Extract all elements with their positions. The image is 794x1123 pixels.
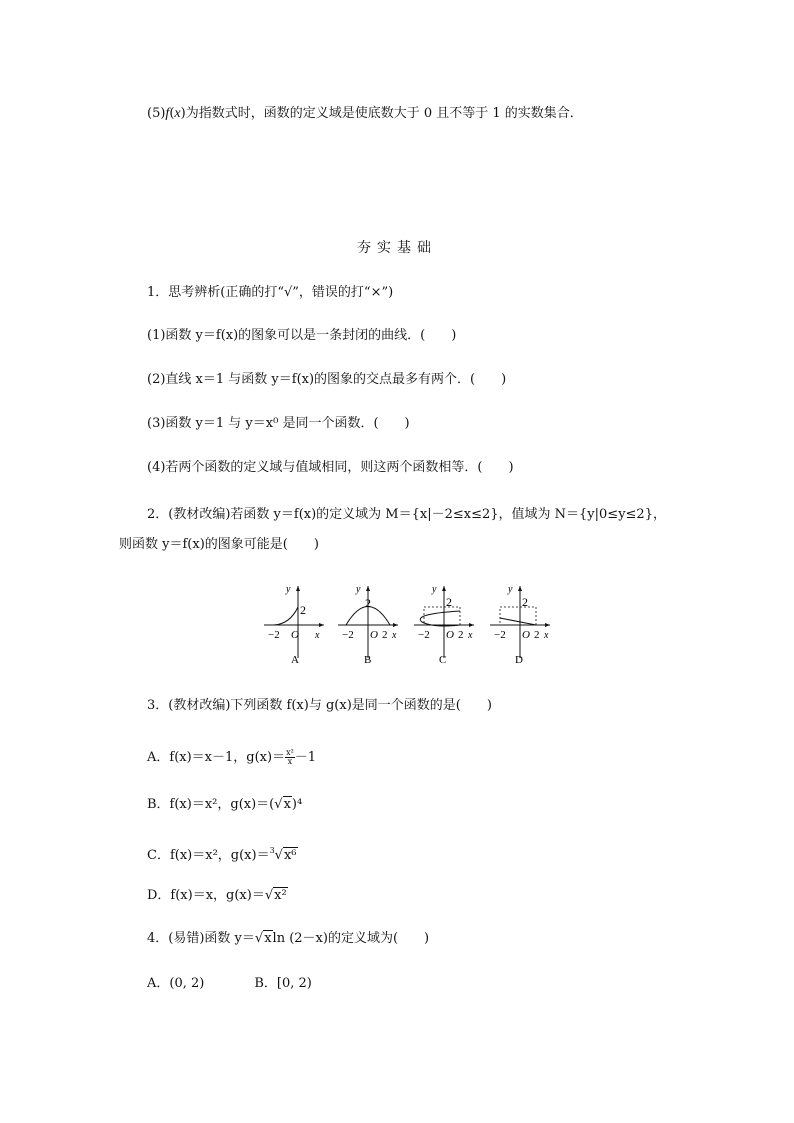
q2-line-2: 则函数 y＝f(x)的图象可能是( ) bbox=[119, 537, 319, 552]
q4-stem-b: ln (2－x)的定义域为( ) bbox=[272, 931, 430, 946]
figure-a-label: A bbox=[291, 654, 299, 666]
figure-a-origin: O bbox=[291, 629, 299, 641]
q3-b-f: B．f(x)＝x²，g(x)＝( bbox=[147, 797, 275, 812]
q1-stem: 1．思考辨析(正确的打“√”，错误的打“×”) bbox=[147, 285, 394, 300]
q3-d-radicand: x² bbox=[274, 888, 287, 903]
q3-a-numerator: x² bbox=[286, 748, 294, 757]
q3-b-radicand: x bbox=[283, 797, 291, 812]
figure-c-tick-pos2: 2 bbox=[458, 629, 464, 641]
q4-stem: 4．(易错)函数 y＝√xln (2－x)的定义域为( ) bbox=[147, 931, 430, 946]
figure-b-label: B bbox=[364, 654, 372, 666]
figure-c-tick-neg2: −2 bbox=[418, 629, 430, 641]
q4-stem-a: 4．(易错)函数 y＝ bbox=[147, 931, 255, 946]
figure-d-tick-pos2: 2 bbox=[534, 629, 540, 641]
q2-line-1: 2．(教材改编)若函数 y＝f(x)的定义域为 M＝{x|－2≤x≤2}，值域为 N＝{y|0≤y≤2}， bbox=[147, 507, 666, 522]
figure-d-tick-2: 2 bbox=[522, 595, 528, 609]
figure-c-origin: O bbox=[446, 629, 454, 641]
figure-d-y-label: y bbox=[508, 584, 513, 595]
q3-option-c: C．f(x)＝x²，g(x)＝$^3$√x⁶ bbox=[147, 846, 297, 863]
q3-c-root-index: 3 bbox=[269, 846, 275, 855]
figure-c-x-label: x bbox=[468, 630, 473, 641]
figure-a bbox=[264, 584, 324, 666]
figure-b-x-label: x bbox=[392, 630, 397, 641]
figure-b-y-label: y bbox=[356, 584, 361, 595]
figure-c bbox=[414, 584, 474, 666]
note-5-fx: f bbox=[165, 106, 170, 121]
figure-a-tick-neg2: −2 bbox=[268, 629, 280, 641]
q3-a-tail: －1 bbox=[294, 750, 317, 765]
q3-option-a bbox=[147, 749, 316, 766]
figure-d-origin: O bbox=[522, 629, 530, 641]
q1-item-1: (1)函数 y＝f(x)的图象可以是一条封闭的曲线．( ) bbox=[147, 328, 457, 343]
q3-b-tail: )⁴ bbox=[291, 797, 303, 812]
figure-d bbox=[490, 584, 550, 666]
note-5-text: 为指数式时，函数的定义域是使底数大于 0 且不等于 1 的实数集合． bbox=[185, 106, 583, 121]
q3-a-denominator: x bbox=[287, 757, 293, 766]
section-title: 夯实基础 bbox=[357, 240, 437, 256]
q3-d-f: D．f(x)＝x，g(x)＝ bbox=[147, 888, 265, 903]
figure-c-tick-2: 2 bbox=[446, 595, 452, 609]
q3-a-fraction bbox=[285, 749, 295, 766]
note-5: (5)f(x)为指数式时，函数的定义域是使底数大于 0 且不等于 1 的实数集合． bbox=[147, 106, 583, 121]
note-5-x: x bbox=[174, 106, 181, 121]
q4-options bbox=[147, 976, 312, 992]
figure-a-tick-2: 2 bbox=[300, 603, 306, 617]
q2-figures bbox=[262, 580, 562, 666]
figure-a-y-label: y bbox=[286, 584, 291, 595]
figure-b-origin: O bbox=[370, 629, 378, 641]
figure-d-x-label: x bbox=[544, 630, 549, 641]
figure-b-tick-pos2: 2 bbox=[382, 629, 388, 641]
q3-option-b: B．f(x)＝x²，g(x)＝(√x)⁴ bbox=[147, 797, 303, 812]
figure-c-label: C bbox=[439, 654, 447, 666]
figure-b-tick-neg2: −2 bbox=[342, 629, 354, 641]
q4-option-a: A．(0, 2) bbox=[147, 976, 205, 991]
figure-a-x-label: x bbox=[315, 630, 320, 641]
q3-stem: 3．(教材改编)下列函数 f(x)与 g(x)是同一个函数的是( ) bbox=[147, 698, 492, 713]
q3-c-radicand: x⁶ bbox=[283, 848, 297, 863]
q1-item-3: (3)函数 y＝1 与 y＝x⁰ 是同一个函数．( ) bbox=[147, 416, 410, 431]
q1-item-2: (2)直线 x＝1 与函数 y＝f(x)的图象的交点最多有两个．( ) bbox=[147, 372, 507, 387]
figure-c-y-label: y bbox=[432, 584, 437, 595]
q3-a-f: A．f(x)＝x－1，g(x)＝ bbox=[147, 750, 286, 765]
q1-item-4: (4)若两个函数的定义域与值域相同，则这两个函数相等．( ) bbox=[147, 460, 514, 475]
note-5-number: (5) bbox=[147, 106, 166, 121]
q3-option-d: D．f(x)＝x，g(x)＝√x² bbox=[147, 888, 287, 903]
figure-b bbox=[338, 584, 398, 666]
q4-radicand: x bbox=[264, 931, 272, 946]
figure-d-tick-neg2: −2 bbox=[494, 629, 506, 641]
figure-d-label: D bbox=[515, 654, 523, 666]
q4-option-b: B．[0, 2) bbox=[254, 976, 312, 991]
figure-b-tick-2: 2 bbox=[365, 596, 371, 610]
q3-c-f: C．f(x)＝x²，g(x)＝ bbox=[147, 848, 270, 863]
